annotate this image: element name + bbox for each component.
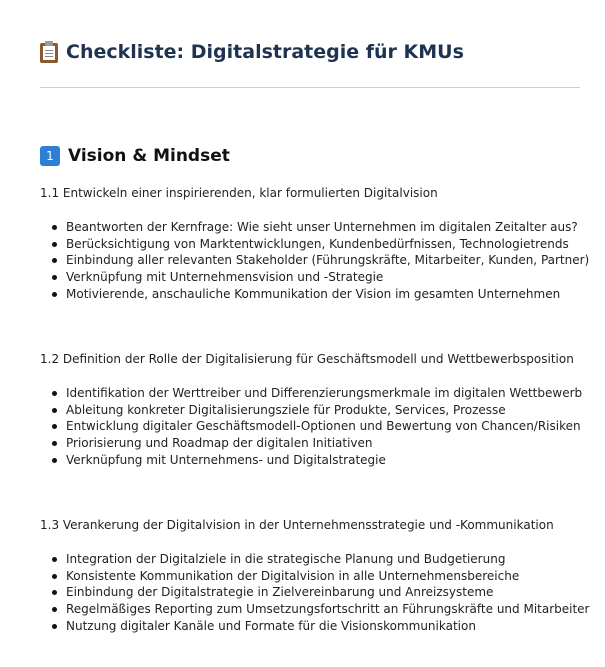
list-item: Nutzung digitaler Kanäle und Formate für die Visionskommunikation xyxy=(66,618,590,635)
list-item: Motivierende, anschauliche Kommunikation der Vision im gesamten Unternehmen xyxy=(66,286,589,303)
bullet-list xyxy=(50,551,590,635)
keycap-number-icon: 1 xyxy=(40,146,60,166)
list-item: Verknüpfung mit Unternehmensvision und -Strategie xyxy=(66,269,589,286)
list-item: Beantworten der Kernfrage: Wie sieht unser Unternehmen im digitalen Zeitalter aus? xyxy=(66,219,589,236)
bullet-list xyxy=(50,219,589,303)
subsection-heading: 1.3 Verankerung der Digitalvision in der Unternehmensstrategie und -Kommunikation xyxy=(40,518,554,532)
clipboard-icon xyxy=(40,41,58,63)
subsection-heading: 1.2 Definition der Rolle der Digitalisierung für Geschäftsmodell und Wettbewerbsposition xyxy=(40,352,574,366)
title-divider xyxy=(40,87,580,88)
document-title xyxy=(40,41,464,63)
list-item: Identifikation der Werttreiber und Differenzierungsmerkmale im digitalen Wettbewerb xyxy=(66,386,583,400)
bullet-list xyxy=(50,385,582,469)
list-item: Konsistente Kommunikation der Digitalvision in alle Unternehmensbereiche xyxy=(66,568,590,585)
list-item: Entwicklung digitaler Geschäftsmodell-Optionen und Bewertung von Chancen/Risiken xyxy=(66,419,581,434)
list-item: Regelmäßiges Reporting zum Umsetzungsfortschritt an Führungskräfte und Mitarbeiter xyxy=(66,602,590,617)
document-title-text: Checkliste: Digitalstrategie für KMUs xyxy=(66,41,464,63)
list-item: Einbindung aller relevanten Stakeholder (Führungskräfte, Mitarbeiter, Kunden, Partner) xyxy=(66,253,590,268)
list-item: Verknüpfung mit Unternehmens- und Digitalstrategie xyxy=(66,452,582,469)
list-item: Integration der Digitalziele in die strategische Planung und Budgetierung xyxy=(66,551,590,568)
section-heading xyxy=(40,146,230,166)
list-item: Priorisierung und Roadmap der digitalen Initiativen xyxy=(66,435,582,452)
subsection-heading: 1.1 Entwickeln einer inspirierenden, klar formulierten Digitalvision xyxy=(40,186,438,200)
list-item: Ableitung konkreter Digitalisierungsziele für Produkte, Services, Prozesse xyxy=(66,402,582,419)
list-item: Berücksichtigung von Marktentwicklungen, Kundenbedürfnissen, Technologietrends xyxy=(66,236,589,253)
list-item: Einbindung der Digitalstrategie in Zielvereinbarung und Anreizsysteme xyxy=(66,584,590,601)
section-title: Vision & Mindset xyxy=(68,146,230,166)
